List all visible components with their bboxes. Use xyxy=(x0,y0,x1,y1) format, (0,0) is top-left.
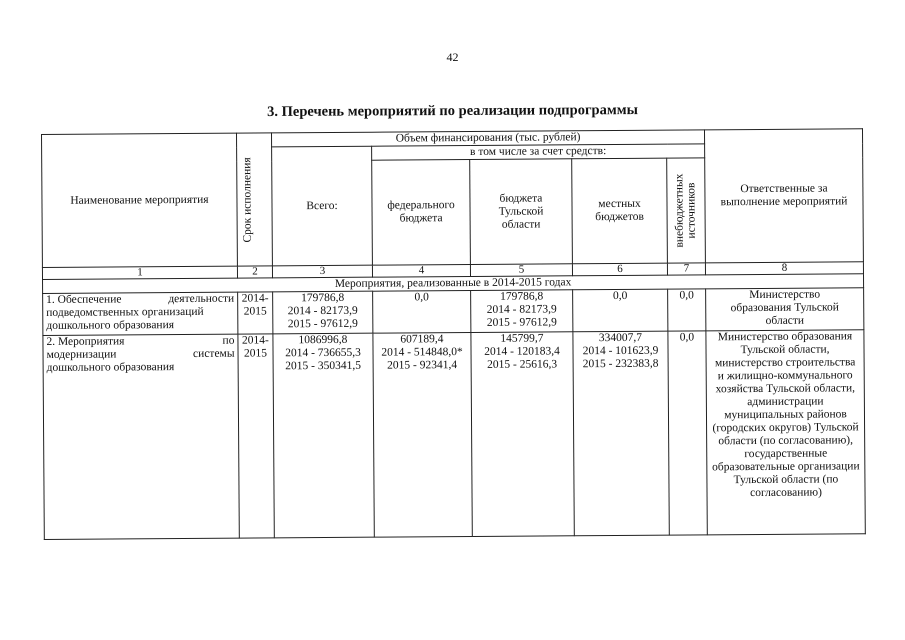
total-value: 1086996,8 xyxy=(298,333,348,347)
federal-value: 0,0 xyxy=(414,291,429,304)
header-name: Наименование мероприятия xyxy=(42,133,238,267)
column-number: 8 xyxy=(705,262,863,275)
local-value: 334007,7 xyxy=(598,331,643,345)
federal-value-2015: 2015 - 92341,4 xyxy=(387,359,458,372)
page-number: 42 xyxy=(446,50,459,64)
column-number: 3 xyxy=(272,265,372,278)
measure-name-part: деятельности xyxy=(168,292,235,306)
measure-name-part: дошкольного образования xyxy=(46,361,175,374)
regional-value-2014: 2014 - 82173,9 xyxy=(486,303,557,316)
header-offbudget: внебюджетных источников xyxy=(667,158,706,263)
column-number: 4 xyxy=(372,265,470,278)
total-cell xyxy=(273,333,374,538)
header-federal: федерального бюджета xyxy=(372,160,471,266)
header-financing: Объем финансирования (тыс. рублей) xyxy=(271,130,704,147)
table-row xyxy=(43,288,864,336)
header-including: в том числе за счет средств: xyxy=(372,144,705,160)
measures-table xyxy=(41,128,866,540)
header-term: Срок исполнения xyxy=(236,133,272,266)
responsible-cell: Министерство образования Тульской области xyxy=(706,288,864,331)
measure-name xyxy=(43,334,239,539)
regional-value: 179786,8 xyxy=(500,290,544,303)
federal-cell xyxy=(373,333,472,538)
page-title: 3. Перечень мероприятий по реализации подпрограммы xyxy=(267,102,638,120)
regional-value: 145799,7 xyxy=(500,332,544,345)
regional-value-2015: 2015 - 25616,3 xyxy=(487,358,558,371)
measure-name-part: 2. Мероприятия xyxy=(46,335,125,348)
federal-cell xyxy=(373,291,471,334)
header-responsible: Ответственные за выполнение мероприятий xyxy=(705,129,864,263)
regional-value-2015: 2015 - 97612,9 xyxy=(486,316,557,329)
responsible-cell: Министерство образования Тульской области, министерство строительства и жилищно-коммунального хозяйства Тульской области, администрации муниципальных районов (городских округов) Тульской области (по согласованию), государственные образовательные организации Тульской области (по согласованию) xyxy=(706,330,865,535)
measure-name-part: по xyxy=(222,334,235,347)
measure-term: 2014-2015 xyxy=(238,334,274,538)
offbudget-value: 0,0 xyxy=(668,331,707,535)
column-number: 2 xyxy=(237,266,272,278)
total-value-2015: 2015 - 97612,9 xyxy=(287,317,358,331)
offbudget-value: 0,0 xyxy=(668,289,706,331)
local-cell xyxy=(573,289,668,332)
section-title: Мероприятия, реализованные в 2014-2015 годах xyxy=(43,274,864,294)
measure-name-part: модернизации xyxy=(46,348,117,361)
regional-cell xyxy=(471,332,574,537)
regional-cell xyxy=(471,290,573,333)
total-value-2014: 2014 - 736655,3 xyxy=(285,346,361,360)
table-row xyxy=(43,330,865,540)
column-number: 7 xyxy=(667,263,705,275)
local-value: 0,0 xyxy=(612,289,628,303)
total-cell xyxy=(273,291,373,334)
local-value-2014: 2014 - 101623,9 xyxy=(582,344,659,358)
column-number: 1 xyxy=(42,266,237,279)
measure-name-part: системы xyxy=(192,347,235,360)
local-cell xyxy=(573,331,669,536)
federal-value-2014: 2014 - 514848,0* xyxy=(381,346,463,359)
federal-value: 607189,4 xyxy=(400,333,444,346)
regional-value-2014: 2014 - 120183,4 xyxy=(484,345,560,358)
header-total: Всего: xyxy=(272,146,373,266)
total-value-2015: 2015 - 350341,5 xyxy=(285,359,362,373)
measure-name-part: подведомственных организаций дошкольного образования xyxy=(46,305,204,332)
measure-name xyxy=(43,292,238,335)
column-number: 6 xyxy=(572,263,667,276)
measure-term: 2014-2015 xyxy=(238,292,273,334)
header-regional: бюджета Тульской области xyxy=(470,159,573,265)
column-number: 5 xyxy=(470,264,572,277)
local-value-2015: 2015 - 232383,8 xyxy=(582,357,659,371)
header-local: местных бюджетов xyxy=(572,158,668,264)
total-value: 179786,8 xyxy=(301,291,345,305)
measure-name-part: 1. Обеспечение xyxy=(46,293,122,306)
total-value-2014: 2014 - 82173,9 xyxy=(287,304,358,318)
